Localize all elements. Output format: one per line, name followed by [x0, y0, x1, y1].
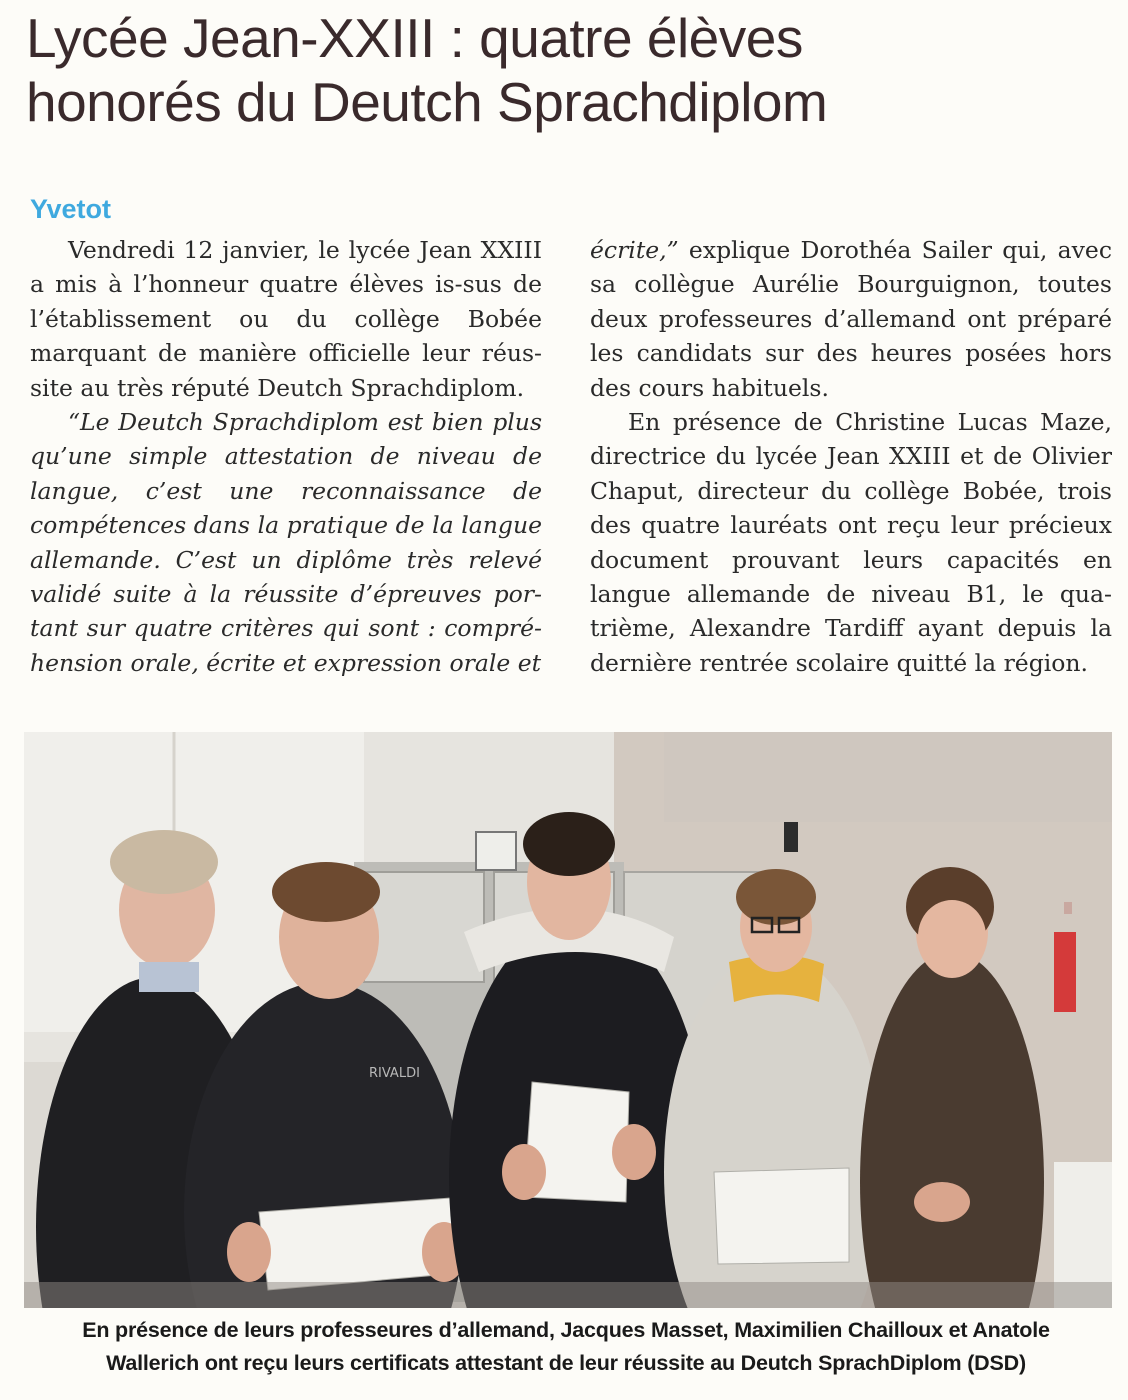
group-photo	[24, 732, 1112, 1308]
headline-line-1: Lycée Jean-XXIII : quatre élèves	[26, 7, 803, 69]
quote-end: écrite,”	[590, 236, 679, 264]
photo-illustration	[24, 732, 1112, 1308]
jacket-print: RIVALDI	[369, 1066, 420, 1081]
headline	[26, 6, 1116, 134]
headline-line-2: honorés du Deutch Sprachdiplom	[26, 71, 828, 133]
paragraph-3: En présence de Christine Lucas Maze, directrice du lycée Jean XXIII et de Olivier Chaput, directeur du collège Bobée, trois des quatre lauréats ont reçu leur précieux document prouvant leurs capacités en langue allemande de niveau B1, le qua-trième, Alexandre Tardiff ayant depuis la dernière rentrée scolaire quitté la région.	[590, 408, 1112, 677]
quote-attribution: explique Dorothéa Sailer qui, avec sa collègue Aurélie Bourguignon, toutes deux professeures d’allemand ont préparé les candidats sur des heures posées hors des cours habituels.	[590, 236, 1112, 402]
paragraph-quote-end	[590, 233, 1112, 405]
column-left	[30, 233, 542, 680]
column-right	[590, 233, 1112, 680]
caption-line-2: Wallerich ont reçu leurs certificats attestant de leur réussite au Deutch SprachDiplom (DSD)	[106, 1351, 1026, 1375]
caption-line-1: En présence de leurs professeures d’allemand, Jacques Masset, Maximilien Chailloux et Anatole	[82, 1318, 1050, 1342]
paragraph-1: Vendredi 12 janvier, le lycée Jean XXIII a mis à l’honneur quatre élèves is-sus de l’établissement ou du collège Bobée marquant de manière officielle leur réus-site au très réputé Deutch Sprachdiplom.	[30, 236, 542, 402]
photo-caption	[20, 1314, 1112, 1380]
dateline: Yvetot	[30, 194, 112, 224]
paragraph-quote: “Le Deutch Sprachdiplom est bien plus qu’une simple attestation de niveau de langue, c’est une reconnaissance de compétences dans la pratique de la langue allemande. C’est un diplôme très relevé validé suite à la réussite d’épreuves por-tant sur quatre critères qui sont : compré-hension orale, écrite et expression orale et	[30, 408, 542, 677]
